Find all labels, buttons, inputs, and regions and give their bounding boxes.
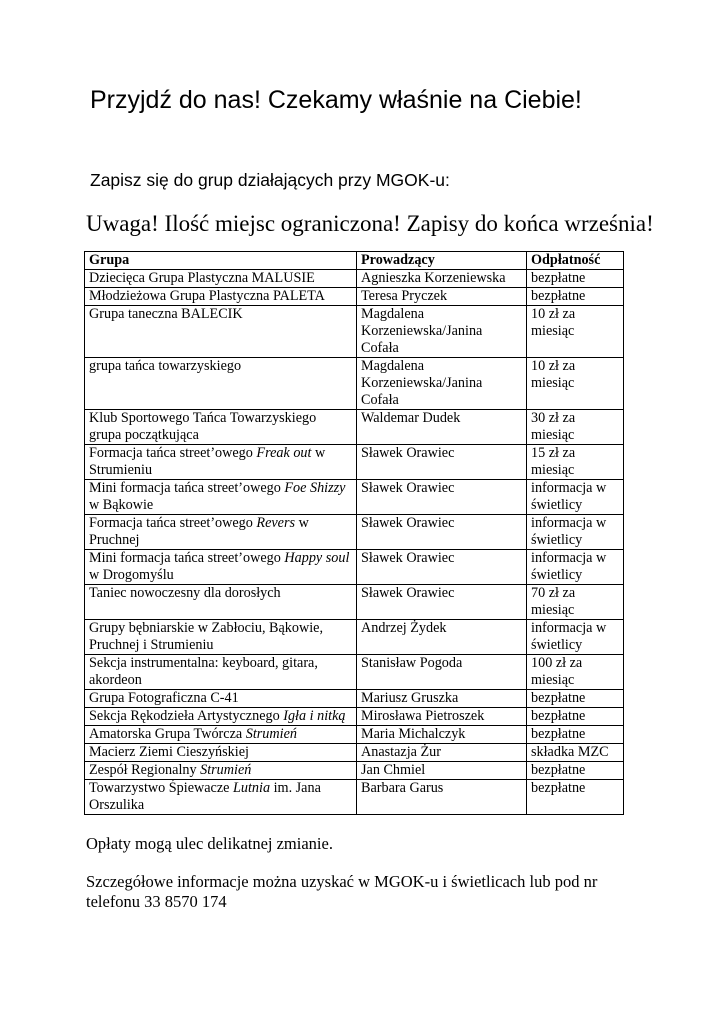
fee-cell: informacja w świetlicy (527, 620, 624, 655)
group-name-part: Grupa taneczna BALECIK (89, 306, 243, 322)
group-name-part: Młodzieżowa Grupa Plastyczna PALETA (89, 288, 325, 304)
table-row (85, 358, 624, 410)
group-name-cell (85, 306, 357, 358)
group-name-italic-part: Happy soul (284, 550, 350, 566)
fee-cell: bezpłatne (527, 726, 624, 744)
group-name-italic-part: Freak out (256, 445, 312, 461)
table-row (85, 744, 624, 762)
group-name-part: w Drogomyślu (89, 567, 174, 583)
leader-cell: Mariusz Gruszka (357, 690, 527, 708)
group-name-part: w Pruchnej (89, 515, 309, 548)
leader-cell: Anastazja Żur (357, 744, 527, 762)
leader-cell: Waldemar Dudek (357, 410, 527, 445)
group-name-part: Mini formacja tańca street’owego (89, 480, 285, 496)
leader-cell: Stanisław Pogoda (357, 655, 527, 690)
column-header-fee: Odpłatność (527, 252, 624, 270)
column-header-leader: Prowadzący (357, 252, 527, 270)
group-name-cell (85, 620, 357, 655)
leader-cell: Magdalena Korzeniewska/Janina Cofała (357, 306, 527, 358)
column-header-group: Grupa (85, 252, 357, 270)
fee-cell: składka MZC (527, 744, 624, 762)
leader-cell: Sławek Orawiec (357, 550, 527, 585)
group-name-part: Formacja tańca street’owego (89, 445, 257, 461)
group-name-cell (85, 726, 357, 744)
fee-cell: informacja w świetlicy (527, 515, 624, 550)
table-row (85, 708, 624, 726)
group-name-part: grupa tańca towarzyskiego (89, 358, 242, 374)
table-row (85, 655, 624, 690)
fees-note: Opłaty mogą ulec delikatnej zmianie. (86, 834, 333, 853)
group-name-cell (85, 690, 357, 708)
table-row (85, 410, 624, 445)
group-name-cell (85, 358, 357, 410)
group-name-cell (85, 288, 357, 306)
table-row (85, 306, 624, 358)
table-row (85, 288, 624, 306)
group-name-italic-part: Strumień (245, 726, 297, 742)
group-name-part: Towarzystwo Śpiewacze (89, 780, 233, 796)
group-name-italic-part: Foe Shizzy (284, 480, 346, 496)
fee-cell: 10 zł za miesiąc (527, 306, 624, 358)
group-name-cell (85, 780, 357, 815)
group-name-part: Grupy bębniarskie w Zabłociu, Bąkowie, Pruchnej i Strumieniu (89, 620, 324, 653)
group-name-cell (85, 480, 357, 515)
fee-cell: 15 zł za miesiąc (527, 445, 624, 480)
group-name-cell (85, 708, 357, 726)
group-name-cell (85, 550, 357, 585)
leader-cell: Magdalena Korzeniewska/Janina Cofała (357, 358, 527, 410)
leader-cell: Mirosława Pietroszek (357, 708, 527, 726)
fee-cell: bezpłatne (527, 288, 624, 306)
table-row (85, 690, 624, 708)
contact-info: Szczegółowe informacje można uzyskać w MGOK-u i świetlicach lub pod nr telefonu 33 8570 174 (86, 872, 598, 911)
table-row (85, 726, 624, 744)
fee-cell: 10 zł za miesiąc (527, 358, 624, 410)
group-name-cell (85, 445, 357, 480)
fee-cell: bezpłatne (527, 690, 624, 708)
table-header-row (85, 252, 624, 270)
leader-cell: Andrzej Żydek (357, 620, 527, 655)
group-name-italic-part: Lutnia (232, 780, 271, 796)
group-name-cell (85, 270, 357, 288)
table-row (85, 585, 624, 620)
group-name-part: w Strumieniu (89, 445, 326, 478)
groups-table (84, 251, 624, 815)
leader-cell: Sławek Orawiec (357, 585, 527, 620)
fee-cell: bezpłatne (527, 762, 624, 780)
table-row (85, 480, 624, 515)
group-name-part: Grupa Fotograficzna C-41 (89, 690, 239, 706)
table-row (85, 762, 624, 780)
fee-cell: informacja w świetlicy (527, 550, 624, 585)
group-name-part: Sekcja Rękodzieła Artystycznego (89, 708, 284, 724)
group-name-cell (85, 744, 357, 762)
group-name-cell (85, 762, 357, 780)
leader-cell: Sławek Orawiec (357, 480, 527, 515)
table-row (85, 270, 624, 288)
group-name-part: Formacja tańca street’owego (89, 515, 257, 531)
group-name-part: w Bąkowie (89, 497, 154, 513)
group-name-part: Zespół Regionalny (89, 762, 201, 778)
group-name-part: Amatorska Grupa Twórcza (89, 726, 246, 742)
leader-cell: Teresa Pryczek (357, 288, 527, 306)
table-row (85, 515, 624, 550)
table-row (85, 550, 624, 585)
table-row (85, 620, 624, 655)
group-name-part: Mini formacja tańca street’owego (89, 550, 285, 566)
group-name-part: Taniec nowoczesny dla dorosłych (89, 585, 281, 601)
subtitle: Zapisz się do grup działających przy MGOK-u: (90, 170, 450, 190)
group-name-part: Macierz Ziemi Cieszyńskiej (89, 744, 249, 760)
fee-cell: 30 zł za miesiąc (527, 410, 624, 445)
group-name-cell (85, 585, 357, 620)
group-name-part: Klub Sportowego Tańca Towarzyskiego grupa początkująca (89, 410, 317, 443)
fee-cell: bezpłatne (527, 780, 624, 815)
group-name-cell (85, 515, 357, 550)
group-name-part: Sekcja instrumentalna: keyboard, gitara, akordeon (89, 655, 318, 688)
fee-cell: informacja w świetlicy (527, 480, 624, 515)
leader-cell: Jan Chmiel (357, 762, 527, 780)
leader-cell: Agnieszka Korzeniewska (357, 270, 527, 288)
leader-cell: Barbara Garus (357, 780, 527, 815)
group-name-cell (85, 655, 357, 690)
page-title: Przyjdź do nas! Czekamy właśnie na Ciebie! (90, 86, 582, 114)
group-name-cell (85, 410, 357, 445)
group-name-part: im. Jana Orszulika (89, 780, 321, 813)
table-row (85, 780, 624, 815)
group-name-italic-part: Strumień (200, 762, 252, 778)
notice-text: Uwaga! Ilość miejsc ograniczona! Zapisy do końca września! (86, 211, 654, 236)
group-name-italic-part: Revers (256, 515, 296, 531)
table-row (85, 445, 624, 480)
groups-table-body (85, 270, 624, 815)
leader-cell: Sławek Orawiec (357, 515, 527, 550)
leader-cell: Maria Michalczyk (357, 726, 527, 744)
leader-cell: Sławek Orawiec (357, 445, 527, 480)
fee-cell: bezpłatne (527, 270, 624, 288)
fee-cell: bezpłatne (527, 708, 624, 726)
group-name-part: Dziecięca Grupa Plastyczna MALUSIE (89, 270, 315, 286)
fee-cell: 100 zł za miesiąc (527, 655, 624, 690)
group-name-italic-part: Igła i nitką (283, 708, 346, 724)
fee-cell: 70 zł za miesiąc (527, 585, 624, 620)
